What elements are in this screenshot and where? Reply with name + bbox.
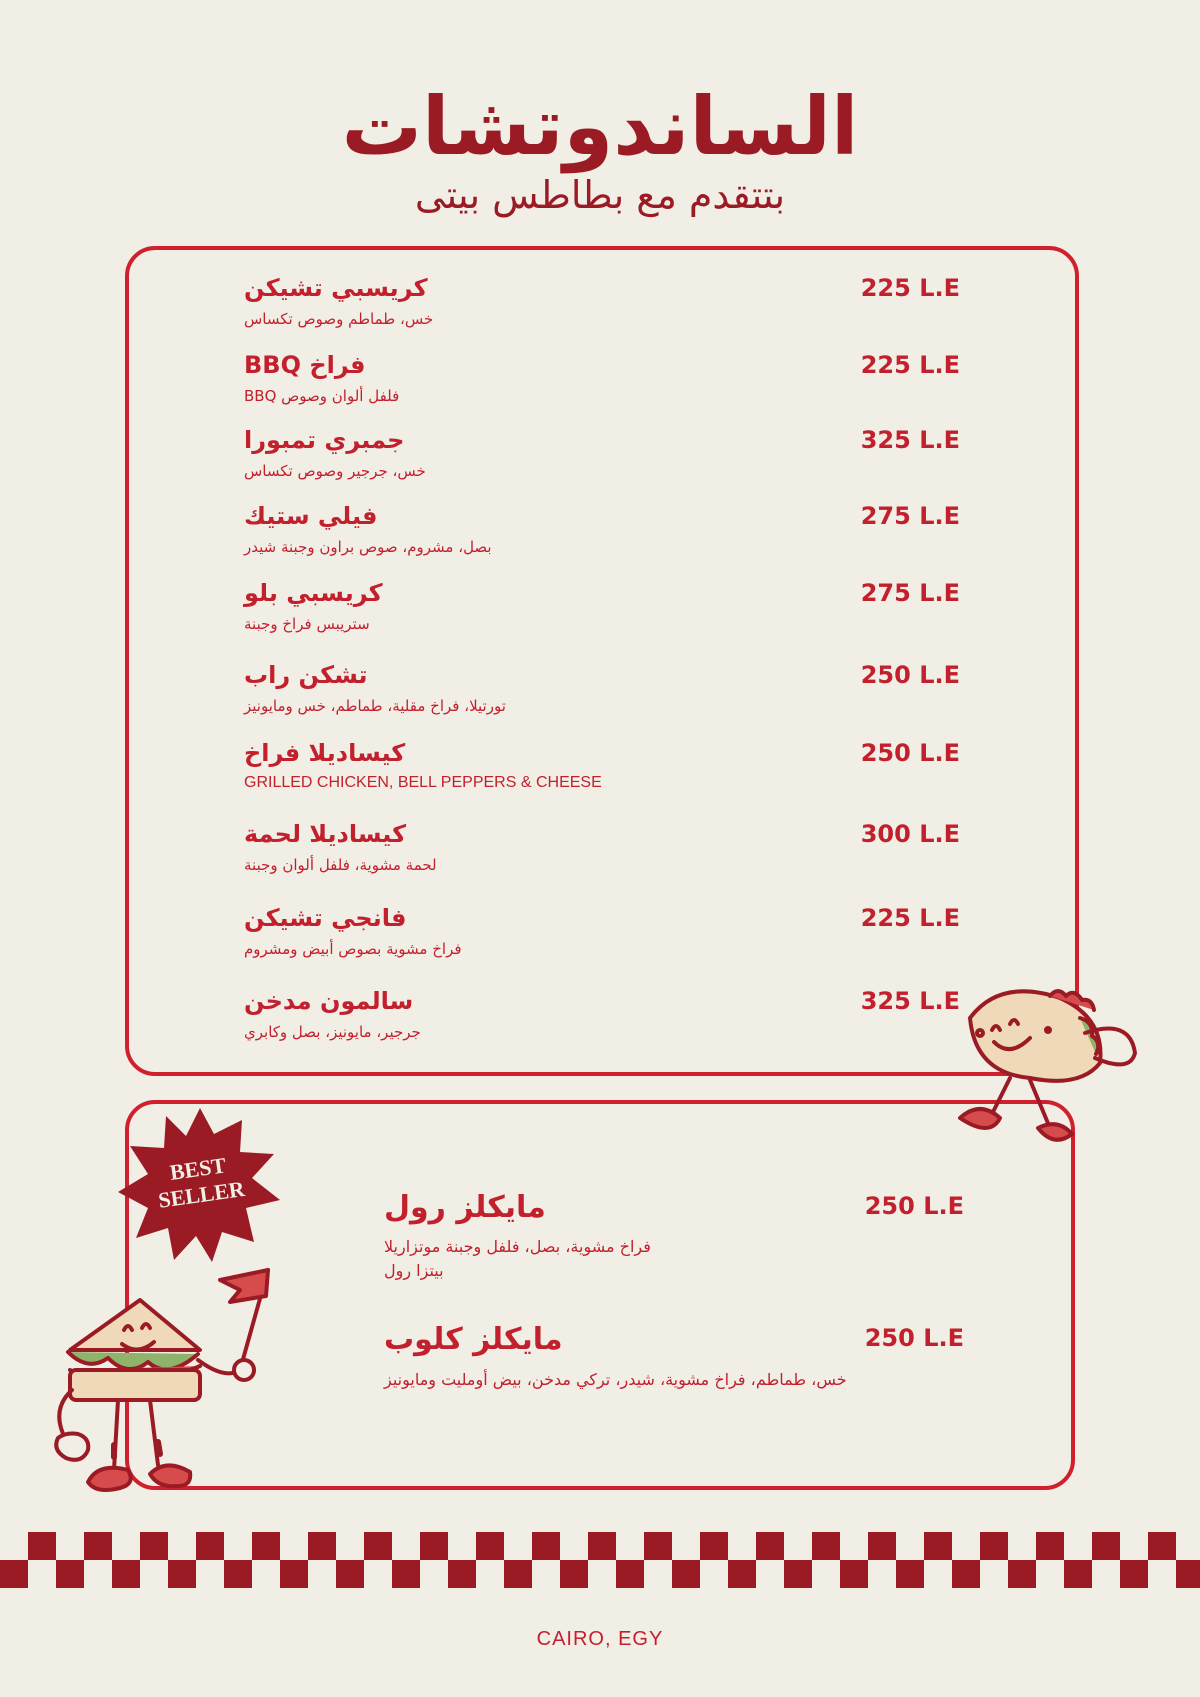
best-seller-item-desc: فراخ مشوية، بصل، فلفل وجبنة موتزاريلا bbox=[384, 1237, 651, 1256]
footer-location: CAIRO, EGY bbox=[536, 1628, 664, 1650]
best-seller-item-desc: بيتزا رول bbox=[384, 1261, 444, 1280]
menu-item-price: 225 L.E bbox=[860, 351, 960, 379]
menu-item-desc: لحمة مشوية، فلفل ألوان وجبنة bbox=[244, 856, 437, 874]
menu-item-price: 275 L.E bbox=[860, 579, 960, 607]
badge-text-line2: SELLER bbox=[156, 1175, 247, 1213]
menu-item-price: 250 L.E bbox=[860, 661, 960, 689]
menu-item-name: فانجي تشيكن bbox=[244, 904, 407, 932]
menu-item-desc: خس، طماطم وصوص تكساس bbox=[244, 310, 434, 328]
menu-item-desc: جرجير، مايونيز، بصل وكابري bbox=[244, 1023, 421, 1041]
menu-item-desc: ستريبس فراخ وجبنة bbox=[244, 615, 370, 633]
menu-item-name: سالمون مدخن bbox=[244, 987, 414, 1015]
menu-item-price: 250 L.E bbox=[860, 739, 960, 767]
menu-item-desc: خس، جرجير وصوص تكساس bbox=[244, 462, 426, 480]
page-subtitle: بتتقدم مع بطاطس بيتى bbox=[414, 173, 786, 217]
menu-item-name: فيلي ستيك bbox=[244, 502, 378, 530]
best-seller-item-name: مايكلز رول bbox=[384, 1190, 546, 1225]
flag-icon bbox=[220, 1270, 268, 1302]
menu-item-price: 300 L.E bbox=[860, 820, 960, 848]
menu-item-price: 225 L.E bbox=[860, 904, 960, 932]
page-title: الساندوتشات bbox=[341, 80, 859, 173]
menu-item-name: جمبري تمبورا bbox=[244, 426, 405, 454]
sandwich-mascot-icon bbox=[40, 1260, 280, 1510]
menu-item-name: كريسبي تشيكن bbox=[244, 274, 428, 302]
best-seller-item-name: مايكلز كلوب bbox=[384, 1322, 563, 1357]
checkered-border bbox=[0, 1532, 1200, 1588]
menu-item-desc: تورتيلا، فراخ مقلية، طماطم، خس ومايونيز bbox=[244, 697, 506, 715]
menu-item-price: 225 L.E bbox=[860, 274, 960, 302]
menu-item-name: كيساديلا لحمة bbox=[244, 820, 407, 848]
taco-mascot-icon bbox=[930, 978, 1160, 1163]
menu-item-price: 275 L.E bbox=[860, 502, 960, 530]
best-seller-starburst-icon bbox=[116, 1104, 284, 1264]
best-seller-item-price: 250 L.E bbox=[864, 1192, 964, 1220]
best-seller-item-price: 250 L.E bbox=[864, 1324, 964, 1352]
menu-item-price: 325 L.E bbox=[860, 987, 960, 1015]
menu-item-name: كريسبي بلو bbox=[244, 579, 383, 607]
menu-item-desc: GRILLED CHICKEN, BELL PEPPERS & CHEESE bbox=[244, 774, 602, 791]
menu-item-price: 325 L.E bbox=[860, 426, 960, 454]
menu-item-desc: BBQ فلفل ألوان وصوص bbox=[244, 387, 400, 405]
menu-item-desc: فراخ مشوية بصوص أبيض ومشروم bbox=[244, 940, 462, 958]
best-seller-item-desc: خس، طماطم، فراخ مشوية، شيدر، تركي مدخن، بيض أومليت ومايونيز bbox=[384, 1370, 847, 1389]
menu-item-name: تشكن راب bbox=[244, 661, 368, 689]
menu-item-name: كيساديلا فراخ bbox=[244, 739, 406, 767]
badge-text-line1: BEST bbox=[168, 1152, 228, 1185]
menu-item-name: فراخ BBQ bbox=[244, 351, 366, 379]
menu-item-desc: بصل، مشروم، صوص براون وجبنة شيدر bbox=[244, 538, 492, 556]
